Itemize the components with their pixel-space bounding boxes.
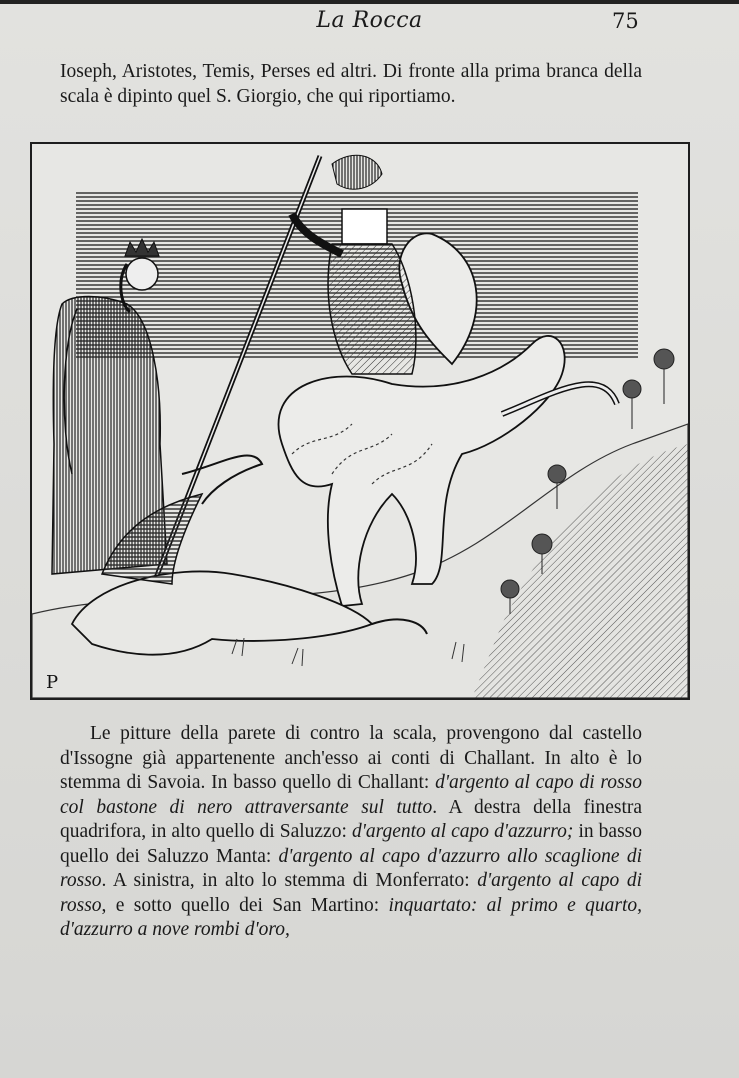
italic-heraldry-run: d'argento al capo di rosso col bastone di nero attraversante sul tutto: [60, 772, 642, 818]
italic-heraldry-run: d'argento al capo di rosso: [60, 870, 642, 916]
italic-heraldry-run: d'argento al capo d'azzurro;: [351, 821, 574, 842]
knight-helmet: [342, 209, 387, 244]
text-run: . A sinistra, in alto lo stemma di Monferrato:: [101, 870, 478, 891]
body-paragraph: [60, 722, 642, 943]
italic-heraldry-run: inquartato: al primo e quarto, d'azzurro a nove rombi d'oro,: [60, 894, 642, 940]
page-top-edge: [0, 0, 739, 4]
crown-icon: [125, 239, 159, 256]
intro-paragraph: [60, 60, 642, 109]
text-run: in basso quello dei Saluzzo Manta:: [60, 821, 643, 867]
page-number: 75: [612, 9, 639, 33]
artist-monogram: P: [46, 672, 59, 693]
text-run: Le pitture della parete di contro la scala, provengono dal castello d'Issogne già appartenente anch'esso ai conti di Challant. In alto è lo stemma di Savoia. In basso quello di Challant:: [60, 723, 642, 793]
saint-george-illustration: [30, 142, 690, 700]
italic-heraldry-run: d'argento al capo d'azzurro allo scaglione di rosso: [60, 845, 642, 891]
princess-head: [126, 258, 158, 290]
running-header-title: La Rocca: [316, 8, 423, 33]
text-run: , e sotto quello dei San Martino:: [101, 894, 389, 916]
text-run: . A destra della finestra quadrifora, in alto quello di Saluzzo:: [60, 796, 643, 842]
helmet-plume: [332, 155, 382, 189]
intro-paragraph-text: Ioseph, Aristotes, Temis, Perses ed altri. Di fronte alla prima branca della scala è dipinto quel S. Giorgio, che qui riportiamo.: [60, 61, 642, 107]
illustration-drawing: [32, 144, 688, 698]
body-paragraph-text: [60, 722, 642, 943]
